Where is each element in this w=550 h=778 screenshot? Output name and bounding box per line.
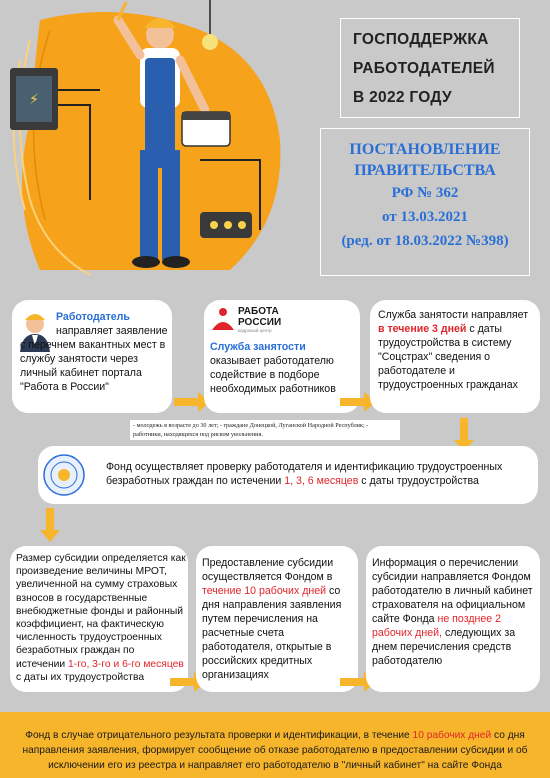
subsidy-size-text <box>16 552 186 684</box>
step-notification-card <box>366 546 540 692</box>
employment-service-text: оказывает работодателю содействие в подборе необходимых работников <box>210 355 336 395</box>
decree-box <box>320 128 530 276</box>
refusal-text <box>10 728 540 773</box>
svg-text:⚡: ⚡ <box>29 92 39 108</box>
subsidy-payment-after: со дня направления заявления путем перечисления на расчетные счета работодателя, открытые в российских кредитных организациях <box>202 585 342 681</box>
notification-after: следующих за днем перечисления средств работодателю <box>372 627 516 667</box>
subsidy-payment-deadline: течение 10 рабочих дней <box>202 585 327 597</box>
subsidy-payment-before: Предоставление субсидии осуществляется Фондом в <box>202 557 334 583</box>
logo-sub: кадровый центр <box>238 328 272 333</box>
eligible-groups-note: - молодежь в возрасте до 30 лет; - граждане Донецкой, Луганской Народной Республик; - работники, находящихся под риском увольнения. <box>130 420 400 440</box>
rabota-rossii-logo-icon <box>210 306 236 332</box>
subsidy-payment-text <box>202 556 354 682</box>
fund-check-periods: 1, 3, 6 месяцев <box>284 475 359 487</box>
fund-logo-icon <box>42 453 86 497</box>
logo-line1: РАБОТА <box>238 306 279 317</box>
employer-title: Работодатель <box>56 311 130 323</box>
socstrakh-text <box>378 308 536 392</box>
arrow-down-icon <box>40 508 60 542</box>
socstrakh-deadline: в течение 3 дней <box>378 323 467 335</box>
subsidy-size-before: Размер субсидии определяется как произведение величины МРОТ, увеличенной на сумму страховых взносов в государственные внебюджетные фонды и районный коэффициент, на фактическую численность трудоустроенных безработных граждан по истечении <box>16 553 186 670</box>
fund-check-text <box>106 460 526 488</box>
step-subsidy-payment-card <box>196 546 358 692</box>
decree-revision: (ред. от 18.03.2022 №398) <box>341 233 509 249</box>
fund-check-after: с даты трудоустройства <box>361 475 479 487</box>
decree-number: РФ № 362 <box>391 185 459 201</box>
socstrakh-text-before: Служба занятости направляет <box>378 309 529 321</box>
employment-service-title: Служба занятости <box>210 341 306 353</box>
refusal-after: со дня направления заявления, формирует сообщение об отказе работодателю в предоставлении субсидии и об исключении его из реестра и направляет его работодателю в "личный кабинет" на сайте Фонда <box>22 730 528 771</box>
decree-date: от 13.03.2021 <box>382 209 468 225</box>
page-title: ГОСПОДДЕРЖКА РАБОТОДАТЕЛЕЙ В 2022 ГОДУ <box>353 30 495 106</box>
fund-check-before: Фонд осуществляет проверку работодателя и идентификацию трудоустроенных безработных граждан по истечении <box>106 461 503 487</box>
step-employer-card <box>12 300 172 413</box>
step-socstrakh-card <box>370 300 540 413</box>
decree-line2: ПРАВИТЕЛЬСТВА <box>354 162 496 179</box>
step-subsidy-size-card <box>10 546 188 692</box>
refusal-footer <box>0 712 550 778</box>
notification-deadline: не позднее 2 рабочих дней, <box>372 613 501 639</box>
refusal-before: Фонд в случае отрицательного результата проверки и идентификации, в течение <box>25 730 410 741</box>
electrician-illustration <box>0 0 300 290</box>
logo-line2: РОССИИ <box>238 317 282 328</box>
refusal-deadline: 10 рабочих дней <box>412 730 492 741</box>
notification-before: Информация о перечислении субсидии направляется Фондом работодателю в личный кабинет страхователя на официальном сайте Фонда <box>372 557 533 625</box>
step-employment-service-card <box>204 300 360 413</box>
employer-text: направляет заявление с перечнем вакантных мест в службу занятости через личный кабинет портала "Работа в России" <box>20 325 168 393</box>
notification-text <box>372 556 536 668</box>
subsidy-size-after: с даты их трудоустройства <box>16 671 145 683</box>
title-box <box>340 18 520 118</box>
subsidy-size-periods: 1-го, 3-го и 6-го месяцев <box>68 658 184 670</box>
step-fund-check-card <box>38 446 538 504</box>
decree-line1: ПОСТАНОВЛЕНИЕ <box>349 141 501 158</box>
socstrakh-text-after: с даты трудоустройства в систему "Соцстрах" сведения о работодателе и трудоустроенных гражданах <box>378 323 518 391</box>
